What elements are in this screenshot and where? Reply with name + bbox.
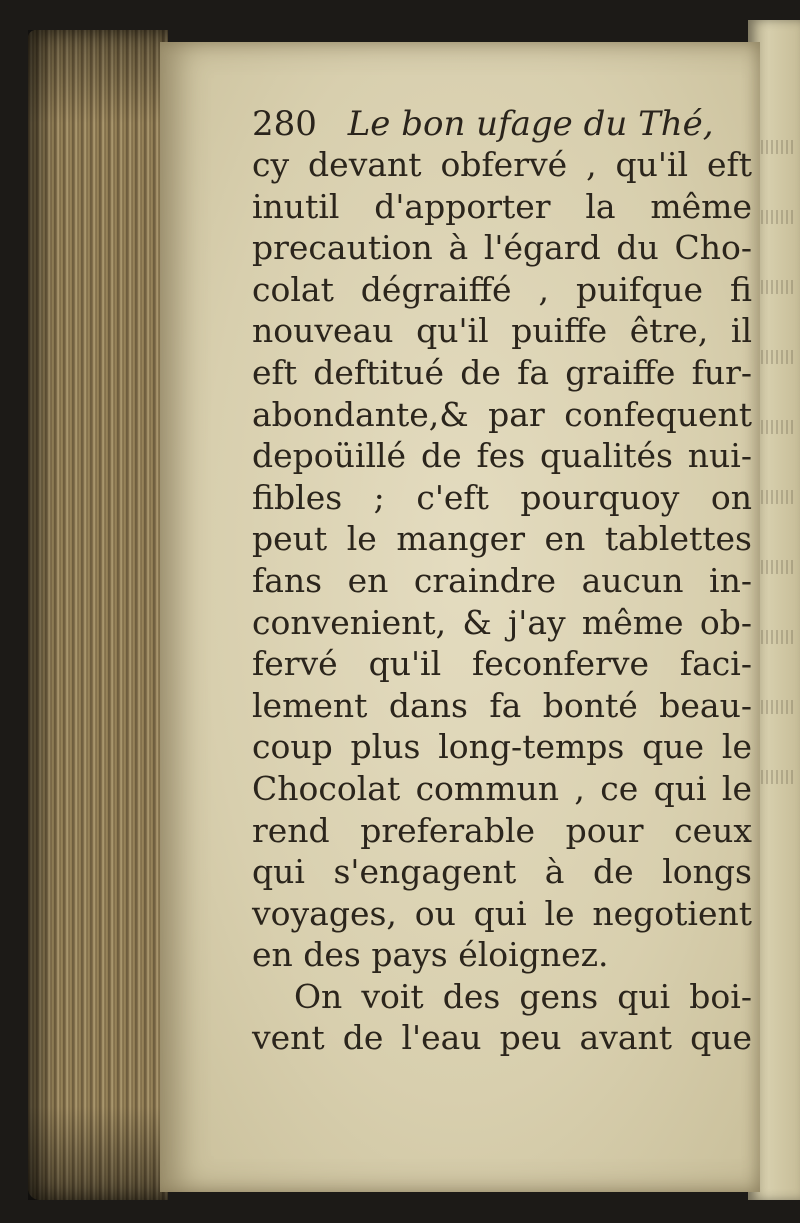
- text-line: fervé qu'il feconferve faci-: [252, 644, 752, 684]
- text-line: cy devant obfervé , qu'il eft: [252, 145, 752, 184]
- text-line: Chocolat commun , ce qui le: [252, 768, 752, 808]
- text-line: peut le manger en tablettes: [252, 519, 752, 559]
- text-line: eft deftitué de fa graiffe fur-: [252, 352, 752, 392]
- text-line: inutil d'apporter la même: [252, 186, 752, 226]
- text-line: voyages, ou qui le negotient: [252, 893, 752, 933]
- page-header: [252, 104, 714, 144]
- text-line: depoüillé de fes qualités nui-: [252, 436, 752, 476]
- running-title: Le bon ufage du Thé,: [347, 104, 714, 144]
- book-binding-edge: [28, 30, 168, 1200]
- text-line: colat dégraiffé , puifque fi: [252, 269, 752, 309]
- text-line: coup plus long-temps que le: [252, 727, 752, 767]
- text-line: vent de l'eau peu avant que: [252, 1018, 752, 1058]
- page-number: 280: [252, 104, 317, 144]
- text-line: On voit des gens qui boi-: [294, 976, 752, 1016]
- text-line: lement dans fa bonté beau-: [252, 685, 752, 725]
- text-line: fibles ; c'eft pourquoy on: [252, 477, 752, 517]
- text-line: fans en craindre aucun in-: [252, 560, 752, 600]
- text-line: en des pays éloignez.: [252, 935, 609, 975]
- text-line: nouveau qu'il puiffe être, il: [252, 311, 752, 351]
- book-page: [160, 42, 760, 1192]
- text-line: precaution à l'égard du Cho-: [252, 228, 752, 268]
- text-line: abondante,& par confequent: [252, 394, 752, 434]
- text-line: convenient, & j'ay même ob-: [252, 602, 752, 642]
- body-text: [252, 144, 752, 1059]
- text-line: rend preferable pour ceux: [252, 810, 752, 850]
- text-line: qui s'engagent à de longs: [252, 852, 752, 892]
